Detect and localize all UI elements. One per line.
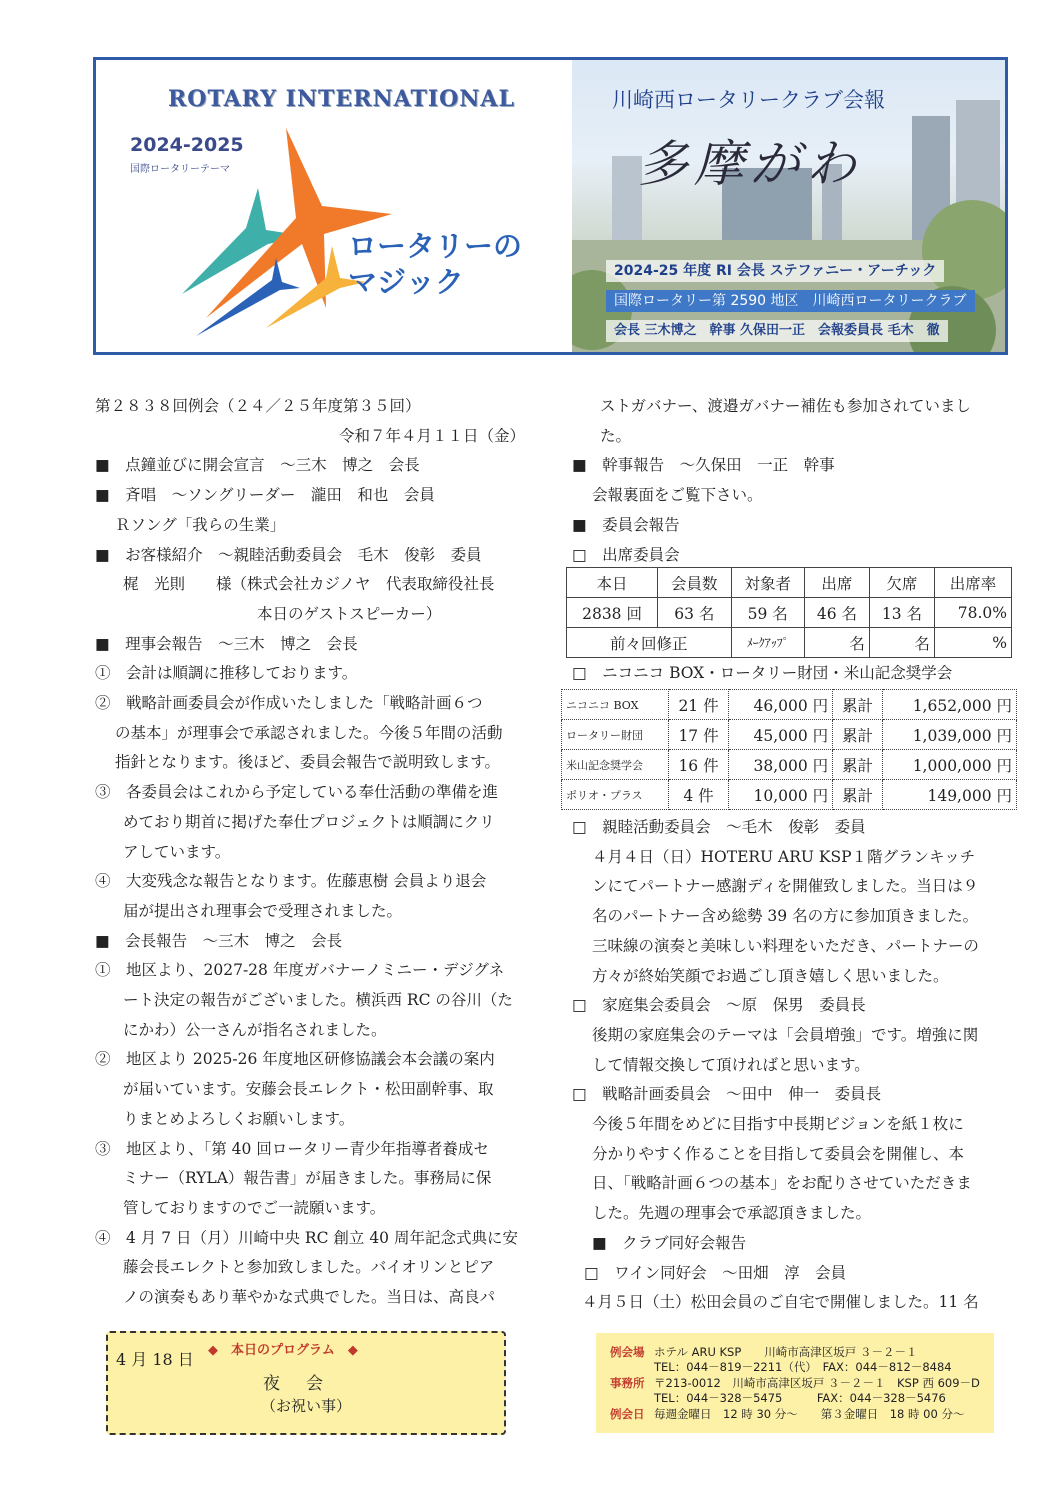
table-row [567, 598, 1012, 628]
text-line: 名のパートナー含め総勢 39 名の方に参加頂きました。 [592, 907, 979, 926]
text-line: 今後５年間をめどに目指す中長期ビジョンを紙１枚に [592, 1115, 964, 1134]
section-heading: ■ 斉唱 ～ソングリーダー 瀧田 和也 会員 [95, 486, 435, 505]
table-cell: 46 名 [804, 598, 869, 628]
office-row [610, 1376, 980, 1391]
table-row [562, 690, 1017, 720]
venue-label: 例会場 [610, 1345, 645, 1359]
text-line: の基本」が理事会で承認されました。今後５年間の活動 [115, 723, 503, 742]
theme-title [348, 228, 522, 300]
club-title: 川崎西ロータリークラブ会報 [612, 88, 885, 112]
office-address: 〒213-0012 川崎市高津区坂戸 ３－２－１ KSP 西 609－D [654, 1376, 980, 1390]
subsection-heading: □ 出席委員会 [572, 545, 680, 564]
text-line: ストガバナー、渡邉ガバナー補佐も参加されていまし [600, 397, 971, 415]
text-line: 本日のゲストスピーカー） [257, 604, 442, 623]
table-cell: 1,039,000 円 [882, 720, 1016, 750]
table-header: 会員数 [658, 568, 731, 598]
section-heading: ■ 委員会報告 [572, 515, 680, 534]
table-cell: 米山記念奨学会 [562, 750, 669, 780]
program-heading: ◆ 本日のプログラム ◆ [208, 1343, 358, 1358]
table-cell: 21 件 [668, 690, 729, 720]
table-cell: 1,000,000 円 [882, 750, 1016, 780]
table-row [567, 628, 1012, 658]
table-cell: 前々回修正 [567, 628, 732, 658]
todays-program-box [106, 1331, 506, 1435]
table-cell: 149,000 円 [882, 780, 1016, 810]
masthead [93, 57, 1008, 355]
text-line: ミナー（RYLA）報告書」が届きました。事務局に保 [123, 1169, 492, 1188]
table-cell: 59 名 [731, 598, 804, 628]
table-cell: 1,652,000 円 [882, 690, 1016, 720]
fund-table [561, 689, 1017, 810]
venue-address: ホテル ARU KSP 川崎市高津区坂戸 ３－２－１ [654, 1345, 918, 1359]
table-header: 本日 [567, 568, 658, 598]
table-cell: 累計 [833, 750, 883, 780]
table-cell: % [934, 628, 1011, 658]
list-item: ② 戦略計画委員会が作成いたしました「戦略計画６つ [95, 694, 483, 713]
ri-president-band: 2024-25 年度 RI 会長 ステファニー・アーチック [606, 260, 944, 282]
subsection-heading: □ 家庭集会委員会 ～原 保男 委員長 [572, 996, 866, 1015]
right-column-top [572, 392, 1022, 570]
section-heading: ■ 点鐘並びに開会宣言 ～三木 博之 会長 [95, 456, 420, 475]
program-subtitle: （お祝い事） [260, 1397, 351, 1415]
theme-year: 2024-2025 [130, 134, 244, 156]
list-item: ④ 大変残念な報告となります。佐藤恵樹 会員より退会 [95, 872, 487, 891]
section-heading: ■ 会長報告 ～三木 博之 会長 [95, 931, 343, 950]
table-cell: 名 [869, 628, 934, 658]
theme-line-1: ロータリーの [348, 229, 523, 263]
ri-title: ROTARY INTERNATIONAL [168, 86, 515, 112]
text-line: 管しておりますのでご一読願います。 [123, 1198, 386, 1217]
text-line: 日、「戦略計画６つの基本」をお配りさせていただきま [592, 1174, 972, 1193]
meeting-date: 令和７年４月１１日（金） [338, 426, 525, 445]
attendance-table [566, 567, 1012, 658]
table-cell: 13 名 [869, 598, 934, 628]
theme-caption: 国際ロータリーテーマ [130, 164, 230, 175]
text-line: 三味線の演奏と美味しい料理をいただき、パートナーの [592, 936, 979, 955]
table-cell: 名 [804, 628, 869, 658]
club-info-box [596, 1333, 994, 1433]
list-item: ③ 地区より、「第 40 回ロータリー青少年指導者養成セ [95, 1139, 489, 1158]
office-phone: TEL：044－328－5475 FAX：044－328－5476 [654, 1391, 946, 1405]
table-cell: 2838 回 [567, 598, 658, 628]
table-cell: ニコニコ BOX [562, 690, 669, 720]
table-cell: 累計 [833, 780, 883, 810]
table-cell: 17 件 [668, 720, 729, 750]
table-header: 対象者 [731, 568, 804, 598]
meeting-day-text: 毎週金曜日 12 時 30 分～ 第３金曜日 18 時 00 分～ [654, 1407, 965, 1421]
theme-panel [96, 60, 572, 352]
table-row [562, 720, 1017, 750]
text-line: 分かりやすく作ることを目指して委員会を開催し、本 [592, 1144, 965, 1163]
meeting-day-row [610, 1407, 964, 1422]
table-cell: ﾒｰｸｱｯﾌﾟ [731, 628, 804, 658]
table-cell: 累計 [833, 720, 883, 750]
text-line: ンにてパートナー感謝ディを開催致しました。当日は９ [592, 877, 979, 896]
list-item: ① 地区より、2027-28 年度ガバナーノミニー・デジグネ [95, 961, 505, 980]
section-heading: ■ 幹事報告 ～久保田 一正 幹事 [572, 456, 835, 475]
text-line: 藤会長エレクトと参加致しました。バイオリンとピア [123, 1258, 495, 1277]
theme-line-2: マジック [348, 265, 465, 299]
table-header: 出席率 [934, 568, 1011, 598]
cover-photo-panel [572, 60, 1005, 352]
text-line: ノの演奏もあり華やかな式典でした。当日は、高良パ [123, 1288, 496, 1307]
table-row [562, 780, 1017, 810]
text-line: Ｒソング「我らの生業」 [115, 515, 286, 534]
table-header: 出席 [804, 568, 869, 598]
text-line: 指針となります。後ほど、委員会報告で説明致します。 [115, 753, 501, 772]
venue-row [610, 1345, 917, 1360]
table-cell: 累計 [833, 690, 883, 720]
subsection-heading: □ 戦略計画委員会 ～田中 伸一 委員長 [572, 1085, 882, 1104]
meeting-number: 第２８３８回例会（２４／２５年度第３５回） [95, 397, 421, 415]
program-title: 夜会 [263, 1374, 349, 1394]
list-item: ③ 各委員会はこれから予定している奉仕活動の準備を進 [95, 783, 499, 802]
text-line: 後期の家庭集会のテーマは「会員増強」です。増強に関 [592, 1025, 979, 1044]
subsection-heading: □ ニコニコ BOX・ロータリー財団・米山記念奨学会 [572, 664, 953, 682]
program-date: 4 月 18 日 [116, 1350, 194, 1369]
newsletter-name: 多摩がわ [638, 135, 862, 193]
text-line: ４月５日（土）松田会員のご自宅で開催しました。11 名 [582, 1293, 979, 1312]
table-cell: 46,000 円 [729, 690, 833, 720]
section-heading: ■ クラブ同好会報告 [592, 1233, 747, 1252]
table-cell: 10,000 円 [729, 780, 833, 810]
text-line: が届いています。安藤会長エレクト・松田副幹事、取 [123, 1080, 494, 1099]
table-header-row [567, 568, 1012, 598]
table-header: 欠席 [869, 568, 934, 598]
text-line: ート決定の報告がございました。横浜西 RC の谷川（た [123, 991, 513, 1010]
subsection-heading: □ ワイン同好会 ～田畑 淳 会員 [584, 1263, 847, 1282]
text-line: アしています。 [123, 842, 231, 861]
section-heading: ■ 理事会報告 ～三木 博之 会長 [95, 634, 358, 653]
list-item: ① 会計は順調に推移しております。 [95, 664, 358, 683]
section-heading: ■ お客様紹介 ～親睦活動委員会 毛木 俊彰 委員 [95, 545, 482, 564]
subsection-heading: □ 親睦活動委員会 ～毛木 俊彰 委員 [572, 818, 866, 836]
text-line: ４月４日（日）HOTERU ARU KSP１階グランキッチ [592, 847, 976, 866]
table-cell: 78.0% [934, 598, 1011, 628]
officers-band: 会長 三木博之 幹事 久保田一正 会報委員長 毛木 徹 [606, 320, 948, 342]
text-line: にかわ）公一さんが指名されました。 [123, 1020, 387, 1039]
meeting-day-label: 例会日 [610, 1407, 645, 1421]
table-cell: 45,000 円 [729, 720, 833, 750]
district-band: 国際ロータリー第 2590 地区 川崎西ロータリークラブ [606, 290, 975, 312]
text-line: 梶 光則 様（株式会社カジノヤ 代表取締役社長 [123, 575, 495, 594]
right-column-bottom [572, 813, 1022, 1318]
venue-phone: TEL：044－819－2211（代） FAX：044－812－8484 [654, 1360, 952, 1374]
text-line: りまとめよろしくお願いします。 [123, 1109, 355, 1128]
table-cell: 38,000 円 [729, 750, 833, 780]
text-line: 届が提出され理事会で受理されました。 [123, 901, 403, 920]
table-cell: 4 件 [668, 780, 729, 810]
office-label: 事務所 [610, 1376, 645, 1390]
text-line: 会報裏面をご覧下さい。 [592, 486, 763, 505]
text-line: した。先週の理事会で承認頂きました。 [592, 1204, 872, 1223]
table-cell: 16 件 [668, 750, 729, 780]
fund-heading-block [572, 659, 1022, 689]
text-line: して情報交換して頂ければと思います。 [592, 1055, 870, 1074]
table-cell: ポリオ・プラス [562, 780, 669, 810]
table-row [562, 750, 1017, 780]
table-cell: ロータリー財団 [562, 720, 669, 750]
text-line: めており期首に掲げた奉仕プロジェクトは順調にクリ [123, 812, 495, 831]
text-line: 方々が終始笑顔でお過ごし頂き嬉しく思いました。 [592, 966, 949, 985]
table-cell: 63 名 [658, 598, 731, 628]
list-item: ④ 4 月 7 日（月）川崎中央 RC 創立 40 周年記念式典に安 [95, 1228, 518, 1247]
list-item: ② 地区より 2025-26 年度地区研修協議会本会議の案内 [95, 1050, 495, 1069]
left-column [95, 392, 545, 1313]
text-line: た。 [600, 426, 632, 445]
